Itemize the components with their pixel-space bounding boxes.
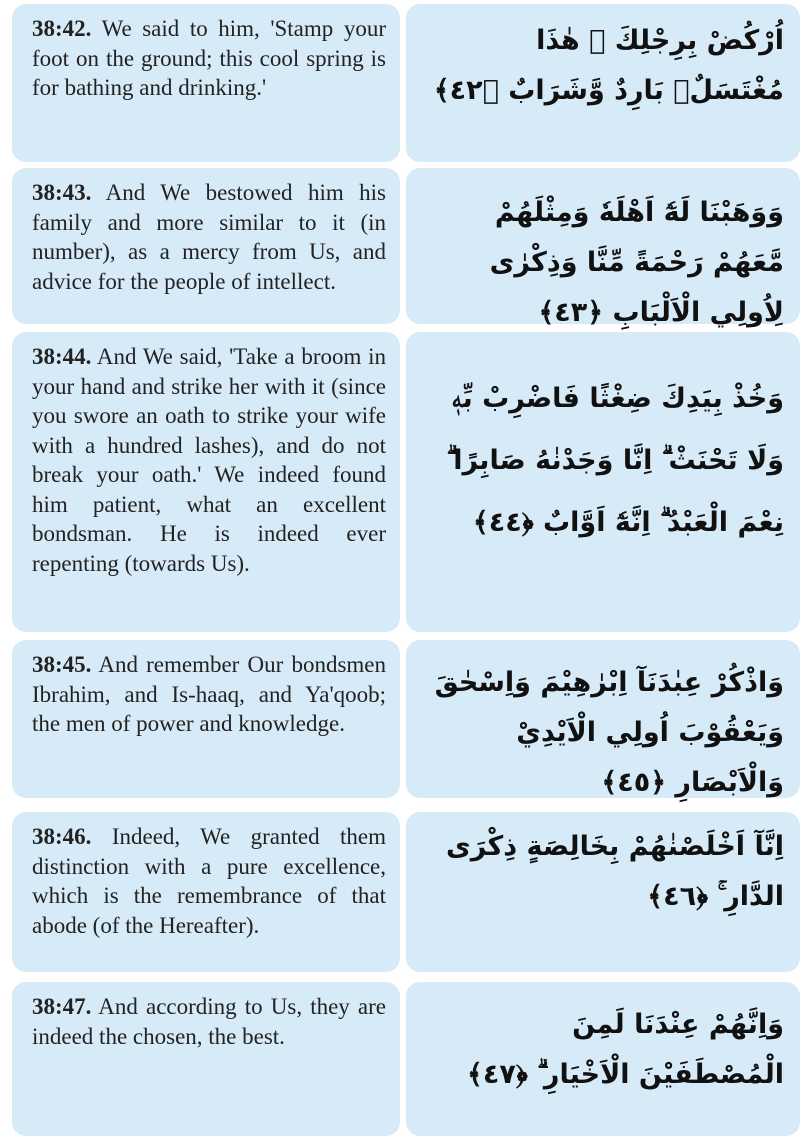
english-translation (32, 14, 386, 103)
english-cell (12, 982, 400, 1136)
arabic-verse: وَوَهَبْنَا لَهٗٓ اَهْلَهٗ وَمِثْلَهُمْ مَّعَهُمْ رَحْمَةً مِّنَّا وَذِكْرٰى لِاُولِي الْاَلْبَابِ ﴿٤٣﴾ (489, 197, 784, 328)
arabic-verse: وَاِنَّهُمْ عِنْدَنَا لَمِنَ الْمُصْطَفَيْنَ الْاَخْيَارِ ۗ ﴿٤٧﴾ (467, 1009, 784, 1090)
english-cell (12, 4, 400, 162)
arabic-verse: وَخُذْ بِيَدِكَ ضِغْثًا فَاضْرِبْ بِّهٖ وَلَا تَحْنَثْ ۗ اِنَّا وَجَدْنٰهُ صَابِرًا ۗ نِعْمَ الْعَبْدُ ۗ اِنَّهٗٓ اَوَّابٌ ﴿٤٤﴾ (446, 383, 784, 538)
verse-row-47 (12, 982, 800, 1136)
arabic-cell (406, 812, 800, 972)
verse-row-46 (12, 812, 800, 972)
arabic-verse: اُرْكُضْ بِرِجْلِكَ ۚ هٰذَا مُغْتَسَلٌۢ بَارِدٌ وَّشَرَابٌ ﴿٤٢﴾ (433, 25, 784, 106)
english-translation (32, 178, 386, 296)
arabic-cell (406, 332, 800, 632)
verse-reference: 38:47. (32, 994, 92, 1019)
english-cell (12, 812, 400, 972)
verse-row-42 (12, 4, 800, 162)
arabic-verse: اِنَّآ اَخْلَصْنٰهُمْ بِخَالِصَةٍ ذِكْرَى الدَّارِ ۚ ﴿٤٦﴾ (445, 831, 784, 912)
english-text: We said to him, 'Stamp your foot on the ground; this cool spring is for bathing and drinking.' (32, 16, 386, 100)
verse-row-44 (12, 332, 800, 632)
arabic-cell (406, 168, 800, 328)
english-translation (32, 342, 386, 578)
english-text: And We said, 'Take a broom in your hand and strike her with it (since you swore an oath to strike your wife with a hundred lashes), and do not break your oath.' We indeed found him patient, what an excellent bondsman. He is indeed ever repenting (towards Us). (32, 344, 386, 576)
verse-reference: 38:45. (32, 652, 92, 677)
english-cell (12, 332, 400, 632)
verse-reference: 38:46. (32, 824, 92, 849)
english-text: And according to Us, they are indeed the chosen, the best. (32, 994, 386, 1049)
arabic-cell (406, 4, 800, 162)
arabic-cell (406, 640, 800, 798)
verse-reference: 38:42. (32, 16, 92, 41)
english-cell (12, 640, 400, 798)
english-text: And remember Our bondsmen Ibrahim, and Is-haaq, and Ya'qoob; the men of power and knowledge. (32, 652, 386, 736)
english-text: And We bestowed him his family and more similar to it (in number), as a mercy from Us, and advice for the people of intellect. (32, 180, 386, 294)
english-text: Indeed, We granted them distinction with a pure excellence, which is the remembrance of that abode (of the Hereafter). (32, 824, 386, 938)
english-translation (32, 822, 386, 940)
english-translation (32, 992, 386, 1051)
english-translation (32, 650, 386, 739)
verse-reference: 38:43. (32, 180, 92, 205)
english-cell (12, 168, 400, 324)
verse-row-45 (12, 640, 800, 798)
arabic-cell (406, 982, 800, 1136)
verse-reference: 38:44. (32, 344, 92, 369)
arabic-verse: وَاذْكُرْ عِبٰدَنَآ اِبْرٰهِيْمَ وَاِسْحٰقَ وَيَعْقُوْبَ اُولِي الْاَيْدِيْ وَالْاَبْصَارِ ﴿٤٥﴾ (434, 667, 784, 798)
verse-row-43 (12, 168, 800, 328)
